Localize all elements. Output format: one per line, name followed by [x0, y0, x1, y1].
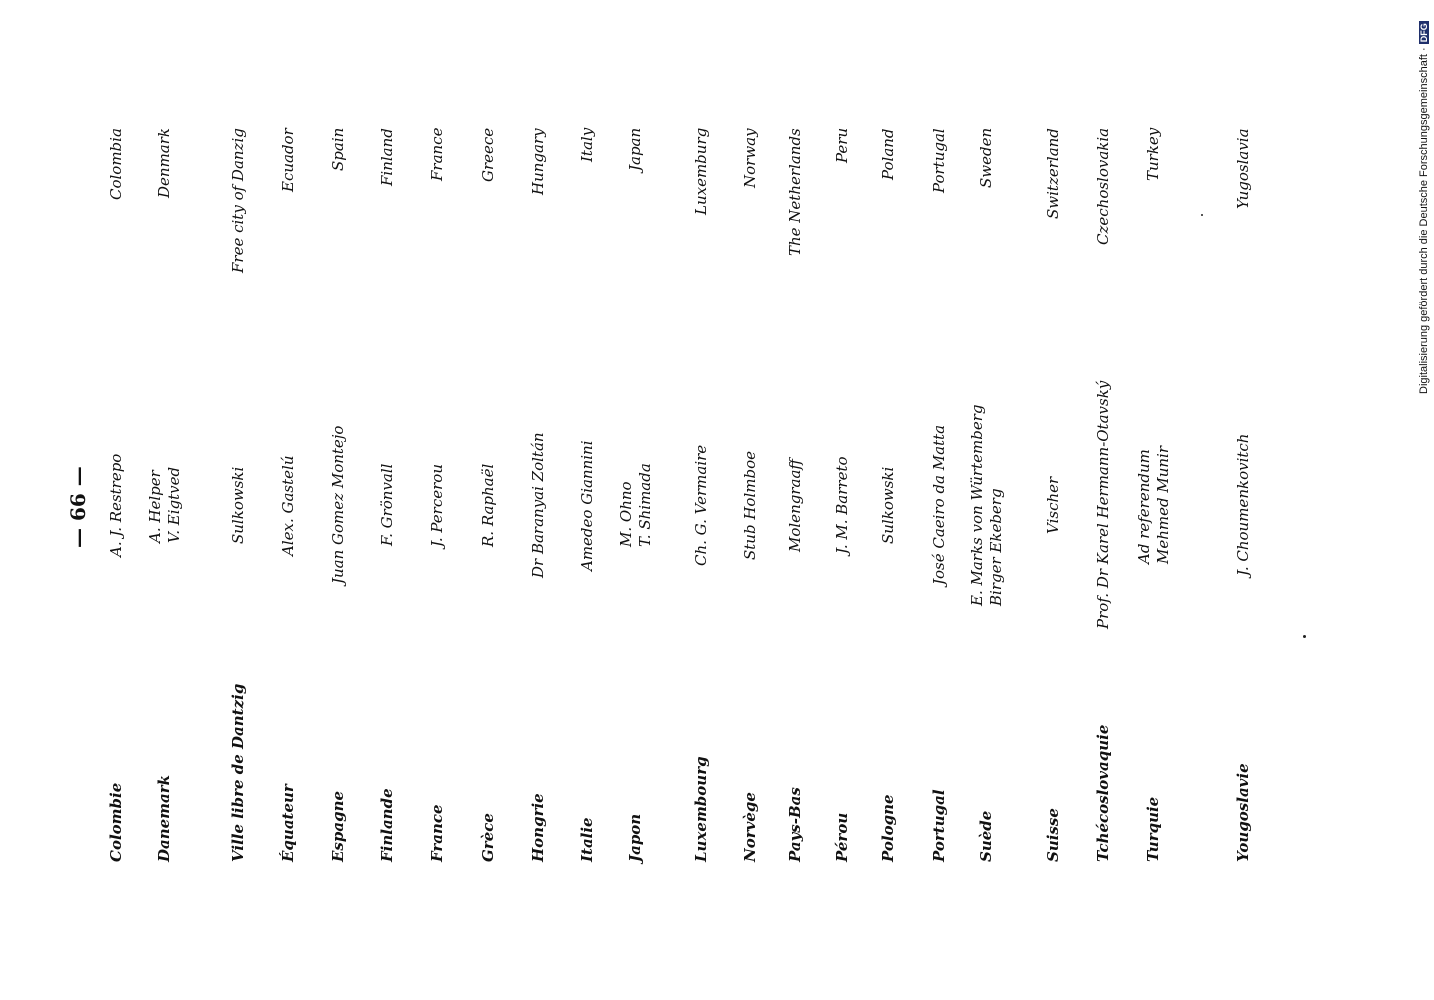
country-en: Finland [378, 128, 396, 186]
footer-text: Digitalisierung gefördert durch die Deutsche Forschungsgemeinschaft [1418, 54, 1430, 394]
signatory-name: Prof. Dr Karel Hermann-Otavský [1094, 380, 1112, 629]
page-number: — 66 — [66, 466, 90, 548]
country-fr: Équateur [279, 784, 297, 862]
country-en: Italy [578, 127, 596, 162]
signatory-name: J. M. Barreto [833, 456, 851, 554]
signatory [879, 466, 898, 543]
country-en: Turkey [1144, 127, 1162, 181]
country-fr: Luxembourg [692, 756, 710, 862]
signatory-name: Dr Baranyai Zoltán [529, 432, 547, 578]
country-fr: Yougoslavie [1234, 763, 1252, 862]
signatory [378, 464, 397, 546]
country-en: Japan [626, 127, 644, 171]
signatory [107, 453, 126, 556]
signatory [833, 456, 852, 554]
country-fr: Norvège [741, 792, 759, 862]
signatory-name: A. J. Restrepo [107, 453, 125, 557]
signatory-name: Ad referendum [1135, 449, 1153, 564]
country-fr: Pays-Bas [786, 787, 804, 862]
signatory [578, 440, 597, 571]
signatory-name: F. Grönvall [378, 463, 396, 546]
signatory [1135, 446, 1173, 564]
signatory-name: V. Eigtved [165, 466, 183, 543]
signatory [329, 426, 348, 584]
country-fr: Pérou [833, 812, 851, 862]
country-en: Peru [833, 127, 851, 163]
signatory-name: J. Choumenkovitch [1234, 433, 1252, 576]
country-fr: Japon [626, 813, 644, 862]
country-fr: Ville libre de Dantzig [229, 683, 247, 862]
country-en: Colombia [107, 128, 125, 200]
signatory [617, 463, 655, 547]
country-en: Switzerland [1044, 128, 1062, 219]
signatory [279, 455, 298, 556]
country-en: Sweden [977, 127, 995, 188]
country-en: Denmark [155, 128, 173, 198]
country-en: Ecuador [279, 128, 297, 192]
country-fr: Hongrie [529, 793, 547, 862]
signatory-name: Sulkowski [229, 466, 247, 544]
country-fr: Suède [977, 810, 995, 862]
signatory-name: José Caeiro da Matta [930, 424, 948, 585]
signatory [479, 463, 498, 546]
signatory-name: Juan Gomez Montejo [329, 425, 347, 584]
signatory-name: Molengraaff [786, 458, 804, 552]
signatory [1094, 381, 1113, 629]
country-fr: Finlande [378, 788, 396, 862]
signatory-name: E. Marks von Würtemberg [968, 404, 986, 606]
country-en: Hungary [529, 128, 547, 195]
signatory [146, 467, 184, 543]
signatory [741, 451, 760, 560]
country-fr: Grèce [479, 813, 497, 862]
country-fr: France [428, 804, 446, 862]
signatory [229, 466, 248, 543]
signatory-name: Mehmed Munir [1154, 445, 1172, 564]
country-en: Yugoslavia [1234, 128, 1252, 209]
country-fr: Espagne [329, 790, 347, 862]
country-fr: Turquie [1144, 796, 1162, 862]
country-en: Greece [479, 127, 497, 182]
country-fr: Pologne [879, 794, 897, 862]
signatory-name: Birger Ekeberg [987, 487, 1005, 606]
country-en: Portugal [930, 128, 948, 193]
signatory [1044, 476, 1063, 533]
signatory-name: A. Helper [146, 470, 164, 543]
country-en: Spain [329, 127, 347, 171]
country-en: France [428, 127, 446, 181]
country-en: Norway [741, 128, 759, 188]
country-en: Luxemburg [692, 127, 710, 215]
signatory-name: M. Ohno [617, 481, 635, 547]
footer-credit: Digitalisierung gefördert durch die Deutsche Forschungsgemeinschaft · DFG [1418, 23, 1430, 394]
dfg-logo: DFG [1419, 23, 1429, 43]
signatory [968, 404, 1006, 605]
country-en: Poland [879, 128, 897, 180]
country-en: Czechoslovakia [1094, 127, 1112, 245]
country-en: Free city of Danzig [229, 128, 247, 273]
country-fr: Tchécoslovaquie [1094, 724, 1112, 862]
scan-speck [1303, 635, 1306, 638]
country-fr: Danemark [155, 774, 173, 862]
signatory-name: Sulkowski [879, 466, 897, 544]
country-fr: Portugal [930, 789, 948, 862]
signatory-name: Stub Holmboe [741, 450, 759, 560]
signatory-name: T. Shimada [636, 463, 654, 547]
signatory-name: R. Raphaël [479, 463, 497, 547]
signatory-name: Alex. Gastelú [279, 455, 297, 556]
signatory [786, 458, 805, 551]
signatory [428, 464, 447, 547]
signatory-name: Amedeo Giannini [578, 439, 596, 571]
signatory-name: Vischer [1044, 476, 1062, 534]
signatory [930, 425, 949, 585]
signatory [529, 432, 548, 578]
signatory-name: J. Percerou [428, 463, 446, 547]
country-fr: Suisse [1044, 808, 1062, 862]
signatory-name: Ch. G. Vermaire [692, 444, 710, 566]
country-fr: Italie [578, 817, 596, 862]
signatory [692, 444, 711, 565]
signatory [1234, 434, 1253, 576]
country-fr: Colombie [107, 782, 125, 862]
country-en: The Netherlands [786, 128, 804, 256]
scan-speck [1201, 214, 1203, 216]
